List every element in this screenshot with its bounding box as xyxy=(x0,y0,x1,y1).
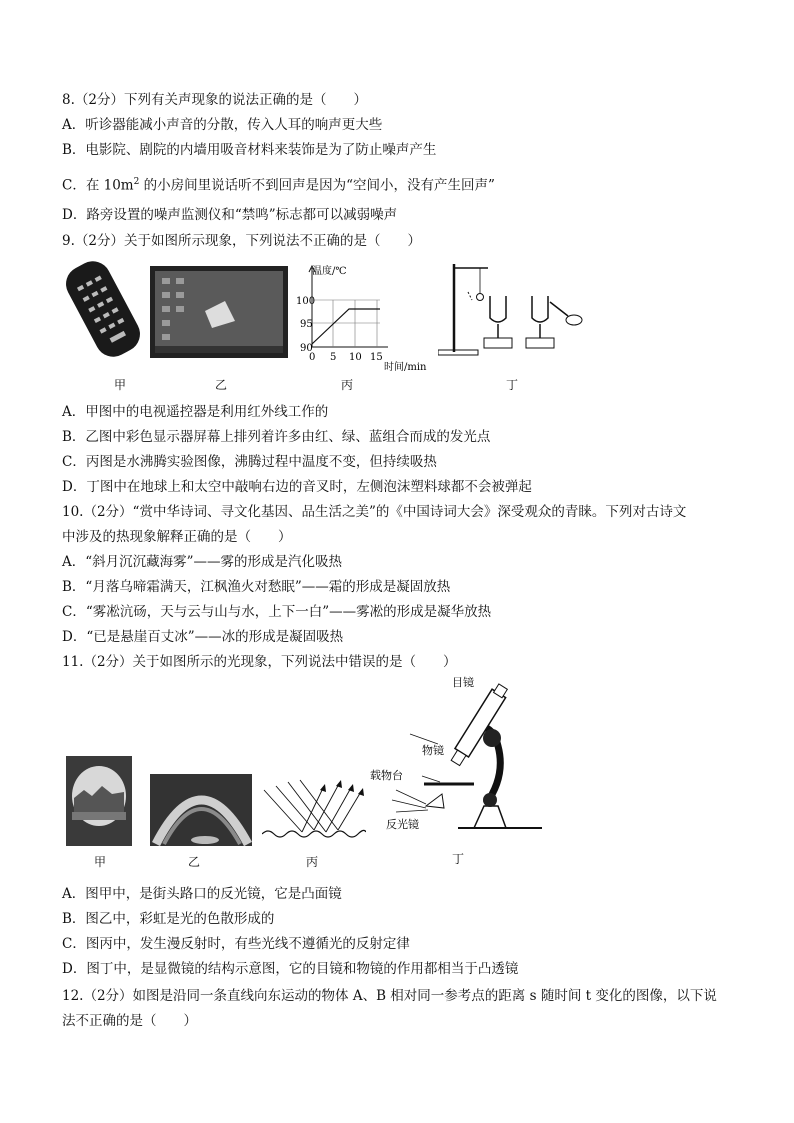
graph-y-label: 温度/℃ xyxy=(312,266,347,277)
q9-option-d: D．丁图中在地球上和太空中敲响右边的音叉时，左侧泡沫塑料球都不会被弹起 xyxy=(62,479,532,495)
q10-stem-line2: 中涉及的热现象解释正确的是（ ） xyxy=(62,529,292,545)
q11-stem: 11.（2分）关于如图所示的光现象，下列说法中错误的是（ ） xyxy=(62,654,457,670)
x-tick-5: 5 xyxy=(330,352,337,363)
q11-caption-jia: 甲 xyxy=(94,855,107,869)
q10-option-d: D．“已是悬崖百丈冰”——冰的形成是凝固吸热 xyxy=(62,629,344,645)
q10-option-c: C．“雾凇沆砀，天与云与山与水，上下一白”——雾凇的形成是凝华放热 xyxy=(62,604,492,620)
diffuse-reflection-image xyxy=(262,776,366,842)
label-mirror: 反光镜 xyxy=(386,818,419,831)
y-tick-90: 90 xyxy=(300,343,313,354)
microscope-diagram xyxy=(366,676,546,844)
q8-option-d: D．路旁设置的噪声监测仪和“禁鸣”标志都可以减弱噪声 xyxy=(62,207,398,223)
q10-option-a: A．“斜月沉沉藏海雾”——雾的形成是汽化吸热 xyxy=(62,554,343,570)
y-tick-95: 95 xyxy=(300,319,313,330)
q8-option-b: B．电影院、剧院的内墙用吸音材料来装饰是为了防止噪声产生 xyxy=(62,142,437,158)
q11-caption-yi: 乙 xyxy=(188,855,201,869)
q8-option-c: C．在 $10m^2$ 的小房间里说话听不到回声是因为“空间小，没有产生回声” xyxy=(62,177,495,194)
q9-caption-bing: 丙 xyxy=(341,378,354,392)
q9-stem: 9.（2分）关于如图所示现象，下列说法不正确的是（ ） xyxy=(62,233,421,249)
q9-caption-yi: 乙 xyxy=(215,378,228,392)
q11-caption-ding: 丁 xyxy=(452,852,465,866)
q12-stem-line2: 法不正确的是（ ） xyxy=(62,1013,197,1029)
q9-option-a: A．甲图中的电视遥控器是利用红外线工作的 xyxy=(62,404,329,420)
remote-control-image xyxy=(62,258,144,360)
graph-x-label: 时间/min xyxy=(384,362,427,372)
q9-caption-jia: 甲 xyxy=(114,378,127,392)
boiling-graph xyxy=(296,262,432,372)
convex-mirror-image xyxy=(66,756,132,846)
label-objective: 物镜 xyxy=(422,744,444,757)
q8-stem: 8.（2分）下列有关声现象的说法正确的是（ ） xyxy=(62,92,367,108)
q12-stem-line1: 12.（2分）如图是沿同一条直线向东运动的物体 A、B 相对同一参考点的距离 s 随时间 t 变化的图像，以下说 xyxy=(62,988,717,1004)
rainbow-image xyxy=(150,774,252,846)
y-tick-100: 100 xyxy=(296,296,316,307)
q10-option-b: B．“月落乌啼霜满天，江枫渔火对愁眠”——霜的形成是凝固放热 xyxy=(62,579,451,595)
q11-option-a: A．图甲中，是街头路口的反光镜，它是凸面镜 xyxy=(62,886,342,902)
label-stage: 载物台 xyxy=(370,769,403,782)
x-tick-0: 0 xyxy=(309,352,316,363)
tuning-fork-image xyxy=(438,260,588,360)
q8-option-a: A．听诊器能减小声音的分散，传入人耳的响声更大些 xyxy=(62,117,383,133)
q10-stem-line1: 10.（2分）“赏中华诗词、寻文化基因、品生活之美”的《中国诗词大会》深受观众的青睐。下列对古诗文 xyxy=(62,504,687,520)
q9-option-b: B．乙图中彩色显示器屏幕上排列着许多由红、绿、蓝组合而成的发光点 xyxy=(62,429,491,445)
color-monitor-image xyxy=(150,266,288,358)
label-eyepiece: 目镜 xyxy=(452,676,474,689)
x-tick-10: 10 xyxy=(349,352,362,363)
q11-caption-bing: 丙 xyxy=(306,855,319,869)
q11-option-d: D．图丁中，是显微镜的结构示意图，它的目镜和物镜的作用都相当于凸透镜 xyxy=(62,961,519,977)
q11-option-b: B．图乙中，彩虹是光的色散形成的 xyxy=(62,911,275,927)
q11-option-c: C．图丙中，发生漫反射时，有些光线不遵循光的反射定律 xyxy=(62,936,410,952)
x-tick-15: 15 xyxy=(370,352,383,363)
q9-caption-ding: 丁 xyxy=(506,378,519,392)
q9-option-c: C．丙图是水沸腾实验图像，沸腾过程中温度不变，但持续吸热 xyxy=(62,454,437,470)
